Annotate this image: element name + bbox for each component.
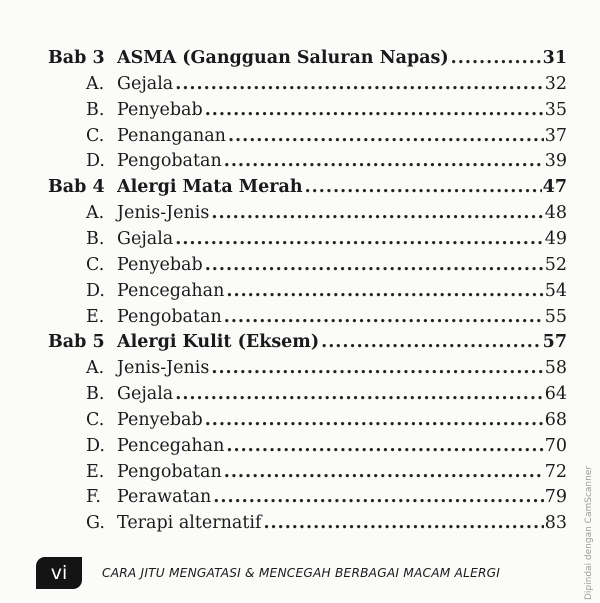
section-title: Pencegahan	[117, 280, 225, 301]
dot-leader	[451, 46, 542, 70]
page-number: 31	[542, 48, 567, 68]
dot-leader	[226, 434, 543, 458]
toc-section-row	[0, 356, 600, 380]
dot-leader	[211, 356, 543, 380]
section-title: Gejala	[117, 73, 174, 94]
section-letter: A.	[86, 203, 105, 224]
page-number: 68	[544, 409, 567, 430]
section-title: Penyebab	[117, 99, 203, 120]
chapter-title: ASMA (Gangguan Saluran Napas)	[117, 48, 449, 68]
toc-section-row	[0, 485, 600, 509]
dot-leader	[263, 511, 543, 535]
toc-section-row	[0, 227, 600, 251]
toc-entry	[117, 46, 567, 70]
toc-entry	[117, 124, 567, 148]
page-number-badge: vi	[36, 557, 82, 589]
book-title: CARA JITU MENGATASI & MENCEGAH BERBAGAI MACAM ALERGI	[102, 566, 501, 580]
section-title: Pengobatan	[117, 151, 222, 172]
toc-section-row	[0, 98, 600, 122]
section-letter: C.	[86, 409, 105, 430]
toc-entry	[117, 408, 567, 432]
dot-leader	[213, 485, 543, 509]
toc-section-row	[0, 201, 600, 225]
page-number: 72	[544, 461, 567, 482]
toc-entry	[117, 149, 567, 173]
chapter-number: Bab 3	[48, 48, 105, 68]
section-letter: E.	[86, 461, 105, 482]
page-number: 54	[544, 280, 567, 301]
scanner-watermark: Dipindai dengan CamScanner	[584, 465, 594, 600]
dot-leader	[211, 201, 543, 225]
toc-section-row	[0, 149, 600, 173]
dot-leader	[224, 305, 544, 329]
dot-leader	[205, 408, 544, 432]
toc-section-row	[0, 279, 600, 303]
toc-entry	[117, 460, 567, 484]
chapter-number: Bab 5	[48, 332, 105, 353]
toc-entry	[117, 279, 567, 303]
section-letter: E.	[86, 306, 105, 327]
section-letter: B.	[86, 99, 105, 120]
page-number: 39	[544, 151, 567, 172]
section-title: Perawatan	[117, 487, 212, 508]
toc-entry	[117, 434, 567, 458]
section-title: Jenis-Jenis	[117, 358, 210, 379]
section-letter: A.	[86, 358, 105, 379]
dot-leader	[305, 175, 542, 199]
toc-entry	[117, 305, 567, 329]
section-letter: C.	[86, 254, 105, 275]
section-letter: G.	[86, 513, 105, 534]
toc-entry	[117, 72, 567, 96]
page-number: 55	[544, 306, 567, 327]
section-title: Pengobatan	[117, 461, 222, 482]
toc-section-row	[0, 460, 600, 484]
toc-section-row	[0, 253, 600, 277]
section-title: Pengobatan	[117, 306, 222, 327]
chapter-number: Bab 4	[48, 177, 105, 198]
toc-section-row	[0, 382, 600, 406]
section-title: Penyebab	[117, 254, 203, 275]
page-number: 52	[544, 254, 567, 275]
page-number: 32	[544, 73, 567, 94]
toc-section-row	[0, 408, 600, 432]
section-letter: C.	[86, 125, 105, 146]
section-letter: D.	[86, 435, 105, 456]
page-number: 48	[544, 203, 567, 224]
dot-leader	[226, 279, 543, 303]
toc-entry	[117, 175, 567, 199]
toc-chapter-row	[0, 175, 600, 199]
toc-section-row	[0, 124, 600, 148]
dot-leader	[205, 98, 544, 122]
page-number: 70	[544, 435, 567, 456]
chapter-title: Alergi Mata Merah	[117, 177, 303, 198]
page-number: 58	[544, 358, 567, 379]
dot-leader	[224, 460, 544, 484]
dot-leader	[224, 149, 544, 173]
toc-entry	[117, 98, 567, 122]
section-letter: F.	[86, 487, 101, 508]
toc-section-row	[0, 511, 600, 535]
section-title: Jenis-Jenis	[117, 203, 210, 224]
section-letter: D.	[86, 151, 105, 172]
section-title: Gejala	[117, 228, 174, 249]
dot-leader	[321, 330, 542, 354]
toc-entry	[117, 382, 567, 406]
toc-entry	[117, 511, 567, 535]
page-number: 37	[544, 125, 567, 146]
section-letter: B.	[86, 384, 105, 405]
page-number: 35	[544, 99, 567, 120]
toc-entry	[117, 356, 567, 380]
section-title: Terapi alternatif	[117, 513, 262, 534]
page-number: 47	[542, 177, 567, 198]
toc-entry	[117, 227, 567, 251]
toc-chapter-row	[0, 330, 600, 354]
toc-section-row	[0, 434, 600, 458]
toc-chapter-row	[0, 46, 600, 70]
section-title: Penyebab	[117, 409, 203, 430]
toc-entry	[117, 485, 567, 509]
toc-entry	[117, 330, 567, 354]
page-number: 57	[542, 332, 567, 353]
toc-section-row	[0, 72, 600, 96]
dot-leader	[175, 382, 543, 406]
section-letter: A.	[86, 73, 105, 94]
section-title: Pencegahan	[117, 435, 225, 456]
section-letter: D.	[86, 280, 105, 301]
page-number: 79	[544, 487, 567, 508]
page-footer	[36, 557, 576, 589]
page-number: 64	[544, 384, 567, 405]
section-title: Penanganan	[117, 125, 226, 146]
section-letter: B.	[86, 228, 105, 249]
page-number: 49	[544, 228, 567, 249]
dot-leader	[205, 253, 544, 277]
toc-entry	[117, 253, 567, 277]
toc-section-row	[0, 305, 600, 329]
page-number: 83	[544, 513, 567, 534]
dot-leader	[228, 124, 544, 148]
chapter-title: Alergi Kulit (Eksem)	[117, 332, 320, 353]
toc-entry	[117, 201, 567, 225]
dot-leader	[175, 72, 543, 96]
section-title: Gejala	[117, 384, 174, 405]
dot-leader	[175, 227, 543, 251]
